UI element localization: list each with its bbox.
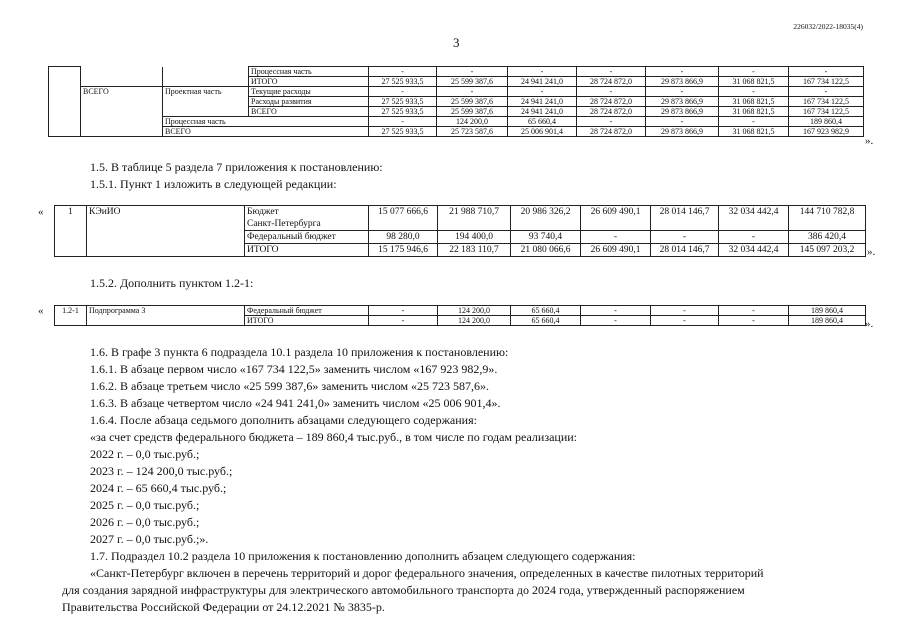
paragraph: 1.6. В графе 3 пункта 6 подраздела 10.1 раздела 10 приложения к постановлению: [90, 345, 509, 359]
paragraph: 1.6.3. В абзаце четвертом число «24 941 241,0» заменить числом «25 006 901,4». [90, 396, 501, 410]
budget-table-continuation [48, 66, 864, 137]
paragraph: 1.5.2. Дополнить пунктом 1.2-1: [90, 276, 254, 290]
opening-quote: « [38, 305, 44, 317]
paragraph: Правительства Российской Федерации от 24.12.2021 № 3835-р. [62, 600, 385, 614]
paragraph: 2023 г. – 124 200,0 тыс.руб.; [90, 464, 233, 478]
table-row: ВСЕГО 27 525 933,5 25 723 587,6 25 006 901,4 28 724 872,0 29 873 866,9 31 068 821,5 167 923 982,9 [49, 127, 864, 137]
budget-table-item-1 [54, 205, 866, 257]
paragraph: 2024 г. – 65 660,4 тыс.руб.; [90, 481, 227, 495]
paragraph: 1.5. В таблице 5 раздела 7 приложения к постановлению: [90, 160, 383, 174]
table-row: 1.2-1 Подпрограмма 3 Федеральный бюджет - 124 200,0 65 660,4 - - - 189 860,4 [55, 306, 866, 316]
table-row: ИТОГО 15 175 946,6 22 183 110,7 21 080 066,6 26 609 490,1 28 014 146,7 32 034 442,4 145 097 203,2 [55, 244, 866, 257]
table-row: ИТОГО - 124 200,0 65 660,4 - - - 189 860,4 [55, 316, 866, 326]
paragraph: 2022 г. – 0,0 тыс.руб.; [90, 447, 200, 461]
paragraph: 2025 г. – 0,0 тыс.руб.; [90, 498, 200, 512]
table-row: Санкт-Петербурга [55, 218, 866, 231]
closing-quote: ». [867, 246, 876, 258]
table-row: ИТОГО 27 525 933,5 25 599 387,6 24 941 241,0 28 724 872,0 29 873 866,9 31 068 821,5 167 734 122,5 [49, 77, 864, 87]
paragraph: 2027 г. – 0,0 тыс.руб.;». [90, 532, 209, 546]
paragraph: 1.5.1. Пункт 1 изложить в следующей редакции: [90, 177, 337, 191]
table-row: ВСЕГО Проектная часть Текущие расходы - - - - - - - [49, 87, 864, 97]
paragraph: 1.6.4. После абзаца седьмого дополнить абзацами следующего содержания: [90, 413, 477, 427]
closing-quote: ». [865, 318, 874, 330]
paragraph: 1.7. Подраздел 10.2 раздела 10 приложения к постановлению дополнить абзацем следующего содержания: [90, 549, 636, 563]
table-row: Расходы развития 27 525 933,5 25 599 387,6 24 941 241,0 28 724 872,0 29 873 866,9 31 068 821,5 167 734 122,5 [49, 97, 864, 107]
paragraph: 1.6.1. В абзаце первом число «167 734 122,5» заменить числом «167 923 982,9». [90, 362, 498, 376]
table-row: Процессная часть - - - - - - - [49, 67, 864, 77]
page-number: 3 [453, 35, 460, 50]
budget-table-item-1-2-1 [54, 305, 866, 326]
opening-quote: « [38, 206, 44, 218]
paragraph: 1.6.2. В абзаце третьем число «25 599 387,6» заменить числом «25 723 587,6». [90, 379, 490, 393]
table-row: ВСЕГО 27 525 933,5 25 599 387,6 24 941 241,0 28 724 872,0 29 873 866,9 31 068 821,5 167 734 122,5 [49, 107, 864, 117]
table-row: Процессная часть - 124 200,0 65 660,4 - - - 189 860,4 [49, 117, 864, 127]
table-row: 1 КЭиИО Бюджет 15 077 666,6 21 988 710,7 20 986 326,2 26 609 490,1 28 014 146,7 32 034 442,4 144 710 782,8 [55, 206, 866, 219]
closing-quote: ». [865, 135, 874, 147]
paragraph: «Санкт-Петербург включен в перечень территорий и дорог федерального значения, определенных в качестве пилотных территорий [90, 566, 764, 580]
paragraph: 2026 г. – 0,0 тыс.руб.; [90, 515, 200, 529]
table-row: Федеральный бюджет 98 280,0 194 400,0 93 740,4 - - - 386 420,4 [55, 231, 866, 244]
paragraph: «за счет средств федерального бюджета – 189 860,4 тыс.руб., в том числе по годам реализации: [90, 430, 577, 444]
paragraph: для создания зарядной инфраструктуры для электрического автомобильного транспорта до 2024 года, утвержденный распоряжением [62, 583, 745, 597]
document-number: 226032/2022-18035(4) [793, 22, 863, 31]
